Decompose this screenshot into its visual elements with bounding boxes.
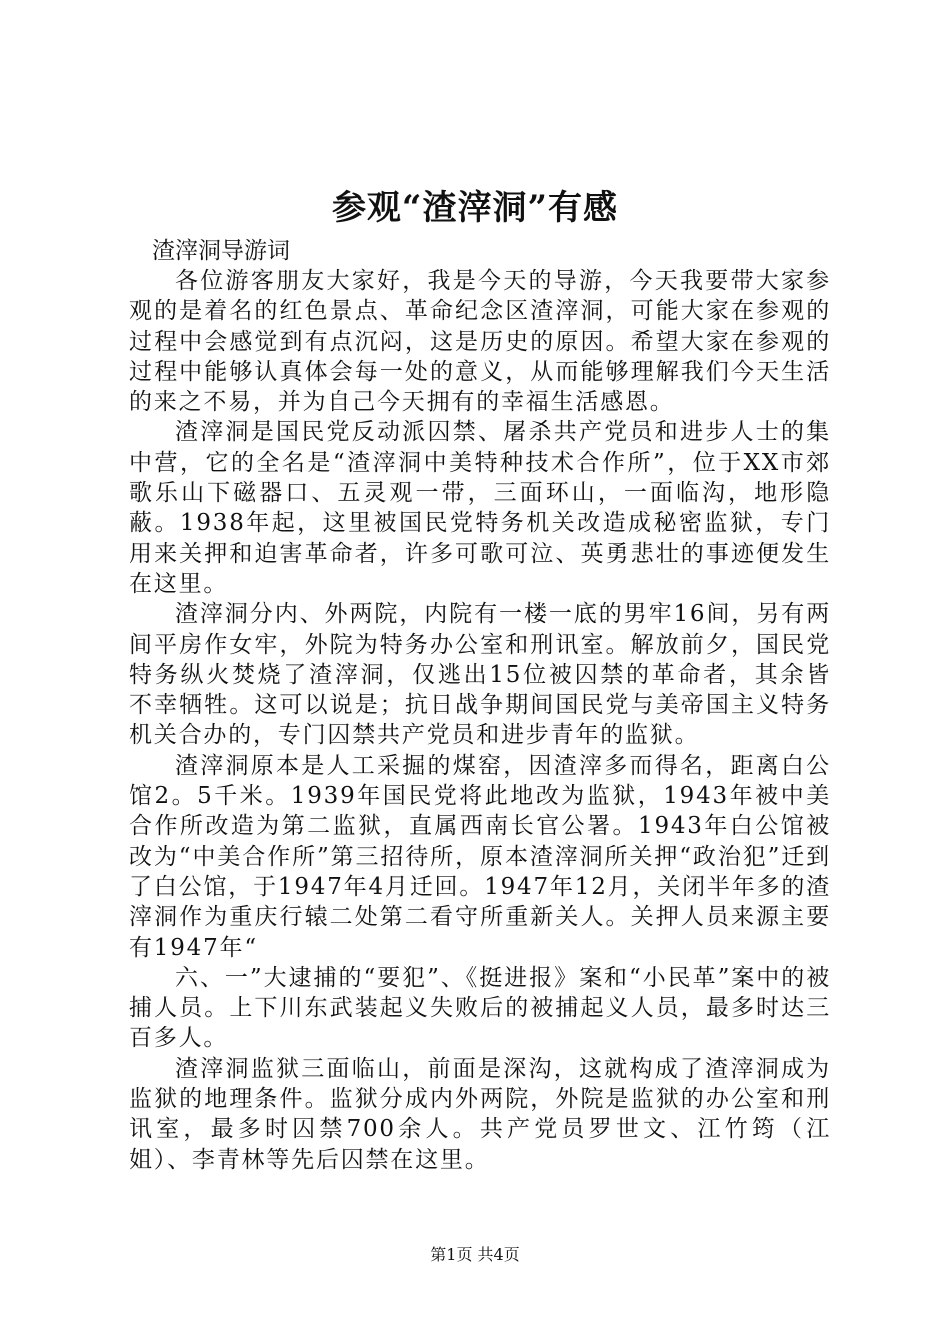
document-title: 参观“渣滓洞”有感 xyxy=(331,188,619,228)
paragraph-1: 各位游客朋友大家好，我是今天的导游，今天我要带大家参观的是着名的红色景点、革命纪念区渣滓洞，可能大家在参观的过程中会感觉到有点沉闷，这是历史的原因。希望大家在参观的过程中能够认真体会每一处的意义，从而能够理解我们今天生活的来之不易，并为自己今天拥有的幸福生活感恩。 xyxy=(129,268,831,416)
paragraph-4: 渣滓洞原本是人工采掘的煤窑，因渣滓多而得名，距离白公馆2。5千米。1939年国民党将此地改为监狱，1943年被中美合作所改造为第二监狱，直属西南长官公署。1943年白公馆被改为“中美合作所”第三招待所，原本渣滓洞所关押“政治犯”迁到了白公馆，于1947年4月迁回。1947年12月，关闭半年多的渣滓洞作为重庆行辕二处第二看守所重新关人。关押人员来源主要有1947年“ xyxy=(129,752,831,961)
paragraph-6: 渣滓洞监狱三面临山，前面是深沟，这就构成了渣滓洞成为监狱的地理条件。监狱分成内外两院，外院是监狱的办公室和刑讯室，最多时囚禁700余人。共产党员罗世文、江竹筠（江姐）、李青林等先后囚禁在这里。 xyxy=(129,1055,831,1173)
paragraph-3: 渣滓洞分内、外两院，内院有一楼一底的男牢16间，另有两间平房作女牢，外院为特务办公室和刑讯室。解放前夕，国民党特务纵火焚烧了渣滓洞，仅逃出15位被囚禁的革命者，其余皆不幸牺牲。这可以说是；抗日战争期间国民党与美帝国主义特务机关合办的，专门囚禁共产党员和进步青年的监狱。 xyxy=(129,601,831,749)
paragraph-2: 渣滓洞是国民党反动派囚禁、屠杀共产党员和进步人士的集中营，它的全名是“渣滓洞中美特种技术合作所”，位于XX市郊歌乐山下磁器口、五灵观一带，三面环山，一面临沟，地形隐蔽。1938年起，这里被国民党特务机关改造成秘密监狱，专门用来关押和迫害革命者，许多可歌可泣、英勇悲壮的事迹便发生在这里。 xyxy=(129,419,831,597)
document-subtitle: 渣滓洞导游词 xyxy=(152,238,290,264)
page-footer: 第1页 共4页 xyxy=(430,1245,520,1264)
document-body xyxy=(129,236,831,1175)
paragraph-5: 六、一”大逮捕的“要犯”、《挺进报》案和“小民革”案中的被捕人员。上下川东武装起义失败后的被捕起义人员，最多时达三百多人。 xyxy=(129,964,831,1052)
